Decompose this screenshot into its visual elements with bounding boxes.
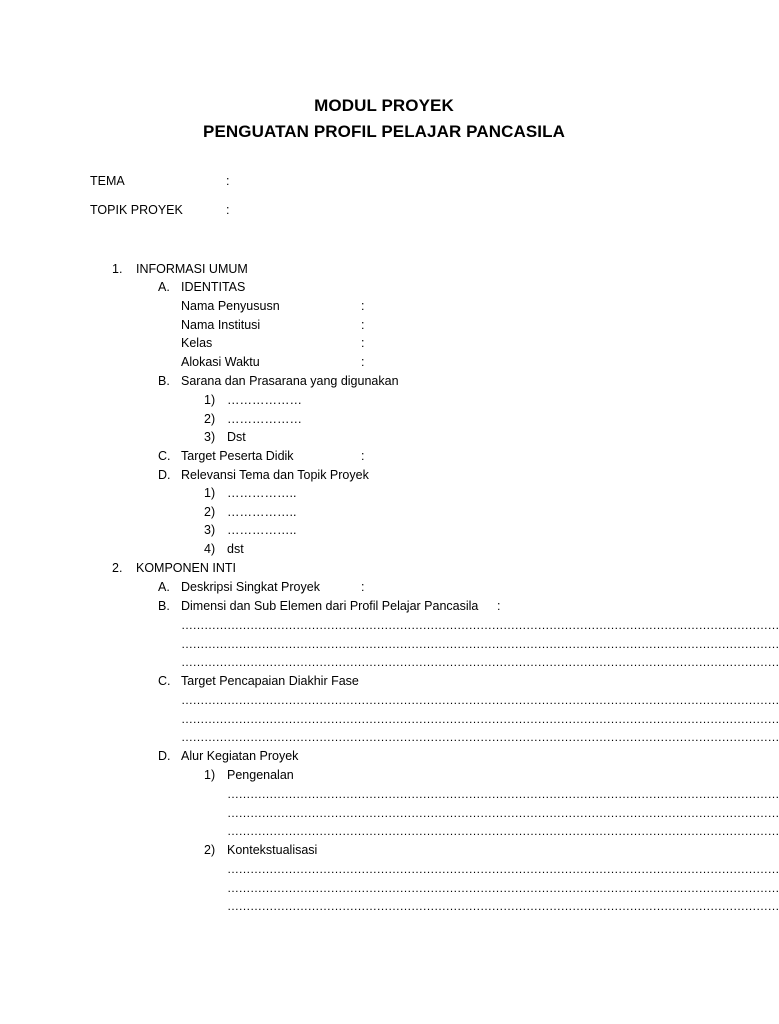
section1-d-heading: Relevansi Tema dan Topik Proyek — [181, 468, 369, 482]
field-colon: : — [361, 580, 365, 594]
fill-in-line: ……………………………………………………………………………………………………………………………… — [227, 881, 779, 895]
document-subtitle: PENGUATAN PROFIL PELAJAR PANCASILA — [203, 122, 565, 141]
section1-number: 1. — [112, 262, 123, 276]
list-item-number: 3) — [204, 430, 216, 444]
section2-a-letter: A. — [158, 580, 170, 594]
section2-number: 2. — [112, 561, 123, 575]
list-item-number: 1) — [204, 486, 216, 500]
fill-in-line: ……………………………………………………………………………………………………………………………… — [227, 806, 779, 820]
field-colon: : — [361, 336, 365, 350]
section1-a-heading: IDENTITAS — [181, 280, 246, 294]
step-label-kontekstualisasi: Kontekstualisasi — [227, 843, 318, 857]
section2-c-heading: Target Pencapaian Diakhir Fase — [181, 674, 359, 688]
field-colon: : — [361, 318, 365, 332]
section1-b-letter: B. — [158, 374, 170, 388]
fill-in-line: ………………………………………………………………………………………………………………………………………… — [181, 693, 779, 707]
step-number: 2) — [204, 843, 216, 857]
section1-d-letter: D. — [158, 468, 171, 482]
fill-in-line: ……………………………………………………………………………………………………………………………… — [227, 862, 779, 876]
field-label-nama-institusi: Nama Institusi — [181, 318, 261, 332]
section2-d-heading: Alur Kegiatan Proyek — [181, 749, 299, 763]
fill-in-line: ………………………………………………………………………………………………………………………………………… — [181, 637, 779, 651]
topik-label: TOPIK PROYEK — [90, 203, 183, 217]
list-item-number: 2) — [204, 412, 216, 426]
section1-a-letter: A. — [158, 280, 170, 294]
fill-in-line: ……………………………………………………………………………………………………………………………… — [227, 787, 779, 801]
field-label-alokasi-waktu: Alokasi Waktu — [181, 355, 260, 369]
fill-in-line: ………………………………………………………………………………………………………………………………………… — [181, 712, 779, 726]
section2-b-letter: B. — [158, 599, 170, 613]
list-item-number: 3) — [204, 523, 216, 537]
section2-b-heading: Dimensi dan Sub Elemen dari Profil Pelajar Pancasila — [181, 599, 479, 613]
list-item-text: …………….. — [227, 486, 297, 500]
field-colon: : — [497, 599, 501, 613]
field-colon: : — [361, 449, 365, 463]
field-colon: : — [361, 299, 365, 313]
list-item-number: 4) — [204, 542, 216, 556]
topik-colon: : — [226, 203, 230, 217]
fill-in-line: ……………………………………………………………………………………………………………………………… — [227, 899, 779, 913]
list-item-text: dst — [227, 542, 244, 556]
section1-c-letter: C. — [158, 449, 171, 463]
section2-heading: KOMPONEN INTI — [136, 561, 237, 575]
list-item-text: ……………… — [227, 412, 302, 426]
field-label-nama-penyusun: Nama Penyususn — [181, 299, 280, 313]
fill-in-line: ………………………………………………………………………………………………………………………………………… — [181, 655, 779, 669]
tema-label: TEMA — [90, 174, 125, 188]
list-item-text: ……………… — [227, 393, 302, 407]
tema-colon: : — [226, 174, 230, 188]
section2-c-letter: C. — [158, 674, 171, 688]
fill-in-line: ………………………………………………………………………………………………………………………………………… — [181, 618, 779, 632]
list-item-text: …………….. — [227, 505, 297, 519]
field-colon: : — [361, 355, 365, 369]
step-number: 1) — [204, 768, 216, 782]
fill-in-line: ………………………………………………………………………………………………………………………………………… — [181, 730, 779, 744]
step-label-pengenalan: Pengenalan — [227, 768, 294, 782]
section2-d-letter: D. — [158, 749, 171, 763]
fill-in-line: ……………………………………………………………………………………………………………………………… — [227, 824, 779, 838]
list-item-number: 2) — [204, 505, 216, 519]
section1-b-heading: Sarana dan Prasarana yang digunakan — [181, 374, 399, 388]
section2-a-heading: Deskripsi Singkat Proyek — [181, 580, 320, 594]
section1-c-heading: Target Peserta Didik — [181, 449, 294, 463]
document-title: MODUL PROYEK — [314, 96, 454, 115]
section1-heading: INFORMASI UMUM — [136, 262, 248, 276]
list-item-text: Dst — [227, 430, 246, 444]
list-item-number: 1) — [204, 393, 216, 407]
field-label-kelas: Kelas — [181, 336, 213, 350]
list-item-text: …………….. — [227, 523, 297, 537]
